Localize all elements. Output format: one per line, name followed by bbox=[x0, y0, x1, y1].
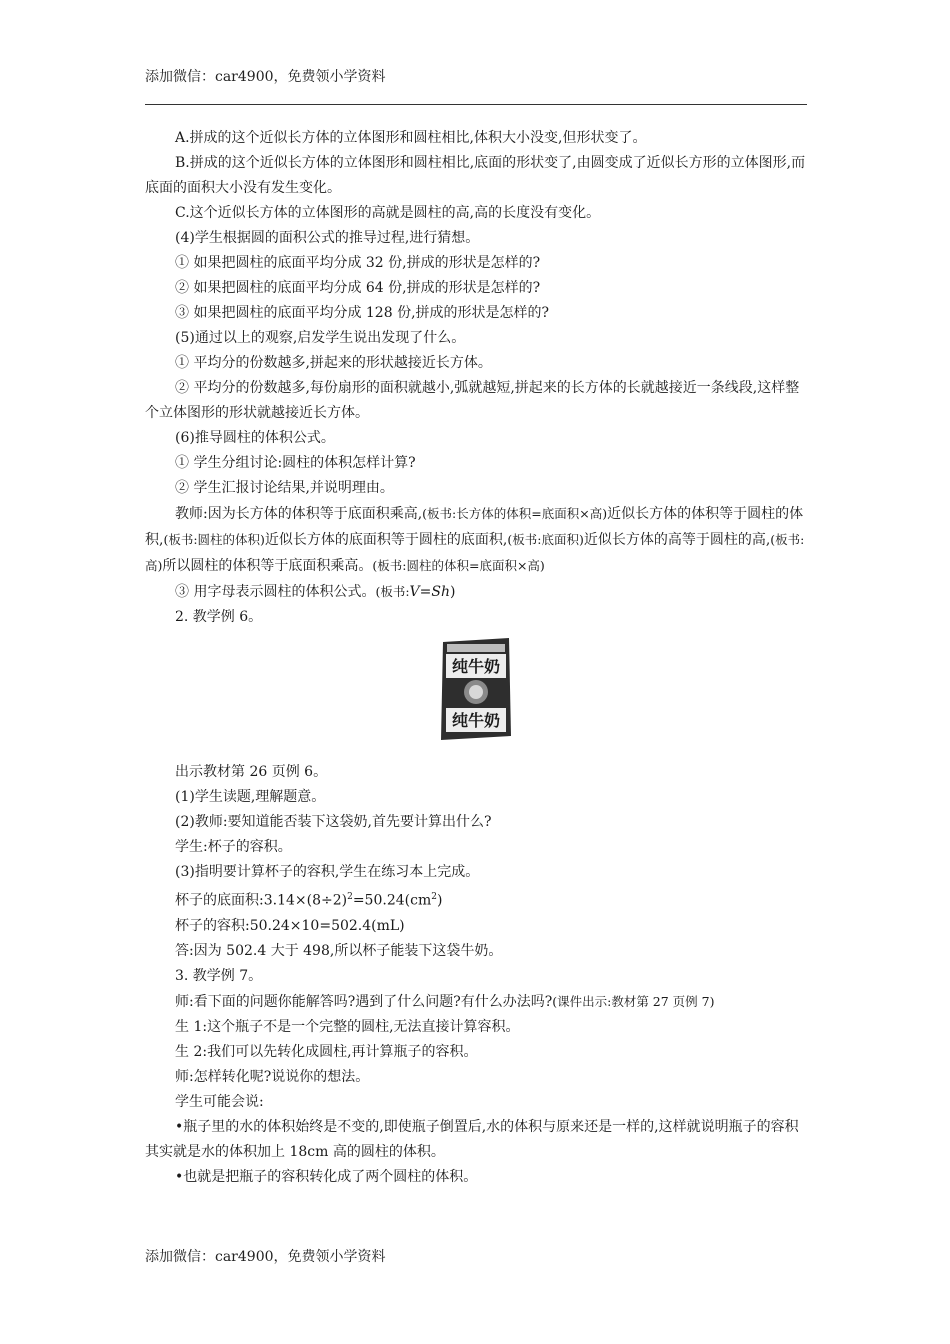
paragraph: (4)学生根据圆的面积公式的推导过程,进行猜想。 bbox=[175, 230, 480, 246]
document-body bbox=[145, 126, 807, 1190]
board-note: (板书:底面积) bbox=[507, 532, 584, 547]
paragraph: ② 学生汇报讨论结果,并说明理由。 bbox=[175, 480, 394, 496]
package-label-top: 纯牛奶 bbox=[451, 657, 501, 676]
calculation-line bbox=[145, 885, 807, 914]
paragraph: 出示教材第 26 页例 6。 bbox=[175, 764, 328, 780]
header-divider bbox=[145, 104, 807, 105]
paragraph: ② 如果把圆柱的底面平均分成 64 份,拼成的形状是怎样的? bbox=[175, 280, 541, 296]
milk-package-icon bbox=[439, 636, 513, 742]
paragraph: C.这个近似长方体的立体图形的高就是圆柱的高,高的长度没有变化。 bbox=[175, 205, 601, 221]
paragraph: B.拼成的这个近似长方体的立体图形和圆柱相比,底面的形状变了,由圆变成了近似长方形的立体图形,而底面的面积大小没有发生变化。 bbox=[145, 155, 806, 196]
board-prefix: (板书: bbox=[375, 584, 410, 599]
board-note: (板书:圆柱的体积=底面积×高) bbox=[372, 558, 545, 573]
paragraph: ① 学生分组讨论:圆柱的体积怎样计算? bbox=[175, 455, 416, 471]
paragraph: (6)推导圆柱的体积公式。 bbox=[175, 430, 335, 446]
board-note: (板书:圆柱的体积) bbox=[163, 532, 265, 547]
formula-line bbox=[145, 579, 807, 605]
paragraph: ① 如果把圆柱的底面平均分成 32 份,拼成的形状是怎样的? bbox=[175, 255, 541, 271]
teacher-text: 近似长方体的高等于圆柱的高, bbox=[583, 532, 771, 548]
board-note: (板书:高) bbox=[145, 532, 805, 573]
bullet-item: •瓶子里的水的体积始终是不变的,即使瓶子倒置后,水的体积与原来还是一样的,这样就说明瓶子的容积其实就是水的体积加上 18cm 高的圆柱的体积。 bbox=[145, 1118, 799, 1160]
teacher-text: 所以圆柱的体积等于底面积乘高。 bbox=[162, 558, 373, 574]
paragraph: ③ 如果把圆柱的底面平均分成 128 份,拼成的形状是怎样的? bbox=[175, 305, 550, 321]
teacher-text: 近似长方体的体积等于圆柱的体积, bbox=[145, 506, 804, 548]
calc-superscript: 2 bbox=[431, 892, 437, 902]
section-heading: 2. 教学例 6。 bbox=[175, 609, 263, 625]
milk-package-image bbox=[145, 636, 807, 746]
paragraph: 杯子的容积:50.24×10=502.4(mL) bbox=[175, 917, 405, 934]
formula: V=Sh bbox=[409, 584, 450, 600]
paragraph: (5)通过以上的观察,启发学生说出发现了什么。 bbox=[175, 330, 466, 346]
paragraph: (2)教师:要知道能否装下这袋奶,首先要计算出什么? bbox=[175, 814, 492, 830]
teacher-text: 教师:因为长方体的体积等于底面积乘高, bbox=[175, 506, 423, 522]
calc-text: ) bbox=[436, 892, 443, 909]
paragraph: ① 平均分的份数越多,拼起来的形状越接近长方体。 bbox=[175, 355, 492, 371]
calc-text: 杯子的底面积:3.14×(8÷2) bbox=[175, 892, 348, 909]
page-footer: 添加微信：car4900，免费领小学资料 bbox=[145, 1249, 386, 1265]
paragraph: (3)指明要计算杯子的容积,学生在练习本上完成。 bbox=[175, 864, 480, 880]
board-note: (板书:长方体的体积=底面积×高) bbox=[422, 506, 608, 521]
teacher-question bbox=[145, 989, 807, 1015]
teacher-text: 师:看下面的问题你能解答吗?遇到了什么问题?有什么办法吗? bbox=[175, 993, 553, 1010]
paragraph: ② 平均分的份数越多,每份扇形的面积就越小,弧就越短,拼起来的长方体的长就越接近一条线段,这样整个立体图形的形状就越接近长方体。 bbox=[145, 380, 800, 421]
paragraph: 生 2:我们可以先转化成圆柱,再计算瓶子的容积。 bbox=[175, 1043, 478, 1060]
bullet-item: •也就是把瓶子的容积转化成了两个圆柱的体积。 bbox=[175, 1168, 478, 1185]
paragraph: 师:怎样转化呢?说说你的想法。 bbox=[175, 1068, 370, 1085]
paragraph: 答:因为 502.4 大于 498,所以杯子能装下这袋牛奶。 bbox=[175, 942, 503, 959]
page-header: 添加微信：car4900，免费领小学资料 bbox=[145, 69, 386, 85]
paragraph: 学生:杯子的容积。 bbox=[175, 839, 292, 855]
board-note: (课件出示:教材第 27 页例 7) bbox=[552, 993, 715, 1009]
paragraph: A.拼成的这个近似长方体的立体图形和圆柱相比,体积大小没变,但形状变了。 bbox=[175, 130, 647, 146]
teacher-explanation bbox=[145, 501, 807, 579]
formula-text: ③ 用字母表示圆柱的体积公式。 bbox=[175, 584, 376, 600]
package-label-bottom: 纯牛奶 bbox=[451, 711, 501, 730]
board-suffix: ) bbox=[450, 584, 456, 600]
paragraph: 学生可能会说: bbox=[175, 1093, 264, 1110]
calc-text: =50.24(cm bbox=[352, 892, 432, 909]
paragraph: 生 1:这个瓶子不是一个完整的圆柱,无法直接计算容积。 bbox=[175, 1018, 520, 1035]
section-heading: 3. 教学例 7。 bbox=[175, 967, 263, 984]
teacher-text: 近似长方体的底面积等于圆柱的底面积, bbox=[264, 532, 508, 548]
paragraph: (1)学生读题,理解题意。 bbox=[175, 789, 326, 805]
calc-superscript: 2 bbox=[347, 892, 353, 902]
